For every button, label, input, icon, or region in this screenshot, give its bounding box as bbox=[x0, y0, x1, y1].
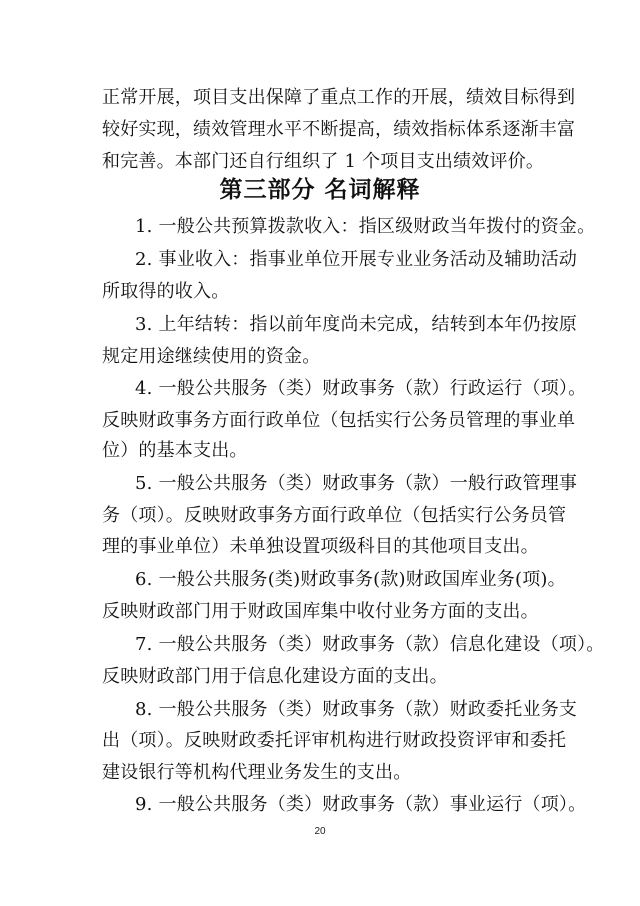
item-5-line-1: 5. 一般公共服务（类）财政事务（款）一般行政管理事 bbox=[135, 473, 578, 494]
item-3-line-2: 规定用途继续使用的资金。 bbox=[102, 346, 321, 367]
item-4-line-2: 反映财政事务方面行政单位（包括实行公务员管理的事业单 bbox=[102, 410, 576, 431]
item-6-line-2: 反映财政部门用于财政国库集中收付业务方面的支出。 bbox=[102, 601, 539, 622]
item-4-line-1: 4. 一般公共服务（类）财政事务（款）行政运行（项）。 bbox=[135, 378, 587, 399]
intro-line-1: 正常开展，项目支出保障了重点工作的开展，绩效目标得到 bbox=[102, 87, 576, 108]
item-7-line-2: 反映财政部门用于信息化建设方面的支出。 bbox=[102, 666, 448, 687]
item-8-line-3: 建设银行等机构代理业务发生的支出。 bbox=[102, 762, 412, 783]
section-title: 第三部分 名词解释 bbox=[219, 177, 421, 203]
item-3-line-1: 3. 上年结转：指以前年度尚未完成，结转到本年仍按原 bbox=[135, 314, 578, 335]
item-2-line-1: 2. 事业收入：指事业单位开展专业业务活动及辅助活动 bbox=[135, 249, 578, 270]
item-6-line-1: 6. 一般公共服务(类)财政事务(款)财政国库业务(项)。 bbox=[135, 569, 566, 590]
item-8-line-2: 出（项）。反映财政委托评审机构进行财政投资评审和委托 bbox=[102, 730, 567, 751]
item-1-line-1: 1. 一般公共预算拨款收入：指区级财政当年拨付的资金。 bbox=[135, 216, 596, 237]
intro-line-3: 和完善。本部门还自行组织了 1 个项目支出绩效评价。 bbox=[102, 151, 545, 172]
item-4-line-3: 位）的基本支出。 bbox=[102, 440, 248, 461]
intro-line-2: 较好实现，绩效管理水平不断提高，绩效指标体系逐渐丰富 bbox=[102, 119, 576, 140]
item-8-line-1: 8. 一般公共服务（类）财政事务（款）财政委托业务支 bbox=[135, 699, 578, 720]
item-7-line-1: 7. 一般公共服务（类）财政事务（款）信息化建设（项）。 bbox=[135, 634, 605, 655]
page-number: 20 bbox=[314, 826, 326, 837]
item-9-line-1: 9. 一般公共服务（类）财政事务（款）事业运行（项）。 bbox=[135, 794, 587, 815]
item-5-line-2: 务（项）。反映财政事务方面行政单位（包括实行公务员管 bbox=[102, 505, 567, 526]
item-5-line-3: 理的事业单位）未单独设置项级科目的其他项目支出。 bbox=[102, 536, 539, 557]
item-2-line-2: 所取得的收入。 bbox=[102, 281, 230, 302]
